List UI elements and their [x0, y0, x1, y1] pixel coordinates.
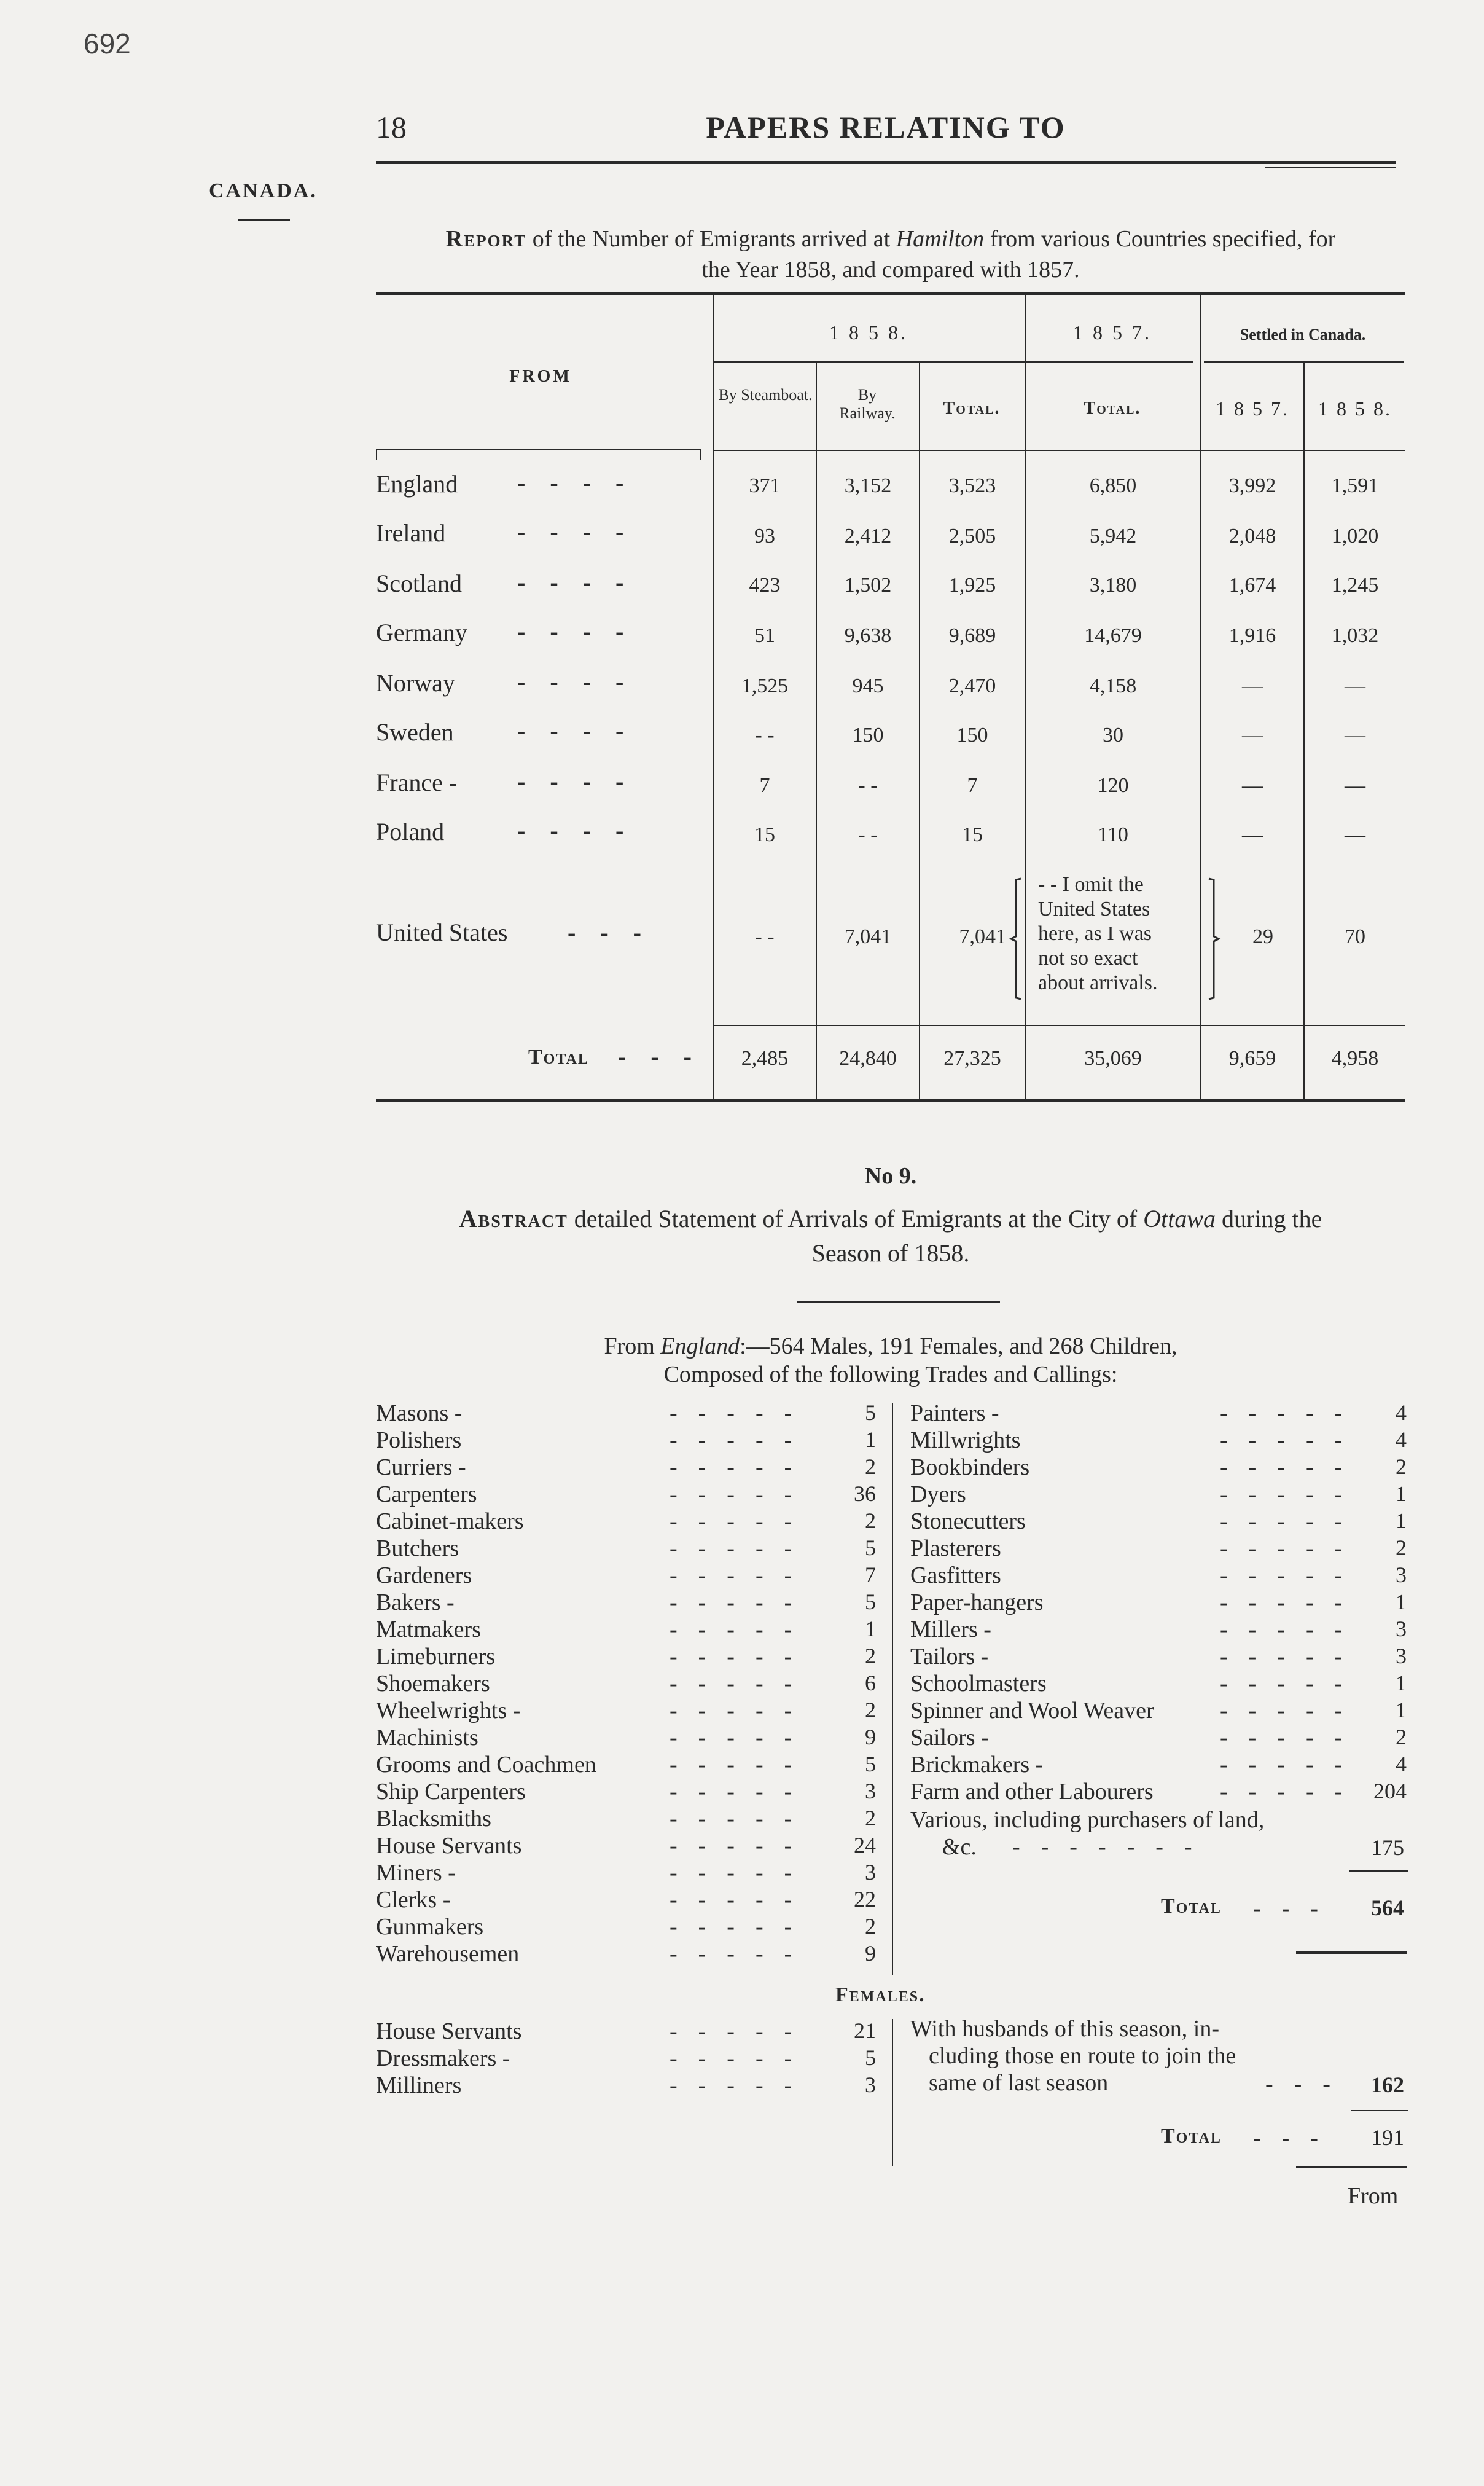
trade-count: 21 [854, 2018, 876, 2043]
cell-settled-1857: — [1242, 675, 1263, 697]
leader-dashes: ----- [670, 2045, 813, 2071]
trade-count: 1 [1396, 1671, 1407, 1695]
cell-total-1857: 30 [1103, 724, 1123, 747]
caption-text-2: from various Countries specified, for [990, 226, 1336, 252]
trade-name: Dyers [910, 1481, 966, 1507]
margin-note: CANADA. [209, 179, 318, 202]
males-total-rule [1349, 1870, 1408, 1872]
trade-count: 1 [1396, 1698, 1407, 1722]
cell-total: 2,470 [948, 675, 996, 697]
leader-dashes: ----- [1220, 1617, 1364, 1642]
leader-dashes: ----- [1220, 1779, 1364, 1805]
col-header-settled-1858: 1 8 5 8. [1318, 398, 1392, 420]
cell-settled-1858: — [1345, 774, 1365, 797]
us-note-line: United States [1038, 898, 1150, 920]
us-note-line: not so exact [1038, 947, 1138, 970]
cell-railway: 24,840 [839, 1047, 897, 1070]
row-country: Scotland [376, 570, 462, 597]
col-header-1858: 1 8 5 8. [829, 321, 908, 343]
trade-count: 1 [1396, 1481, 1407, 1506]
header-sub-rule [1204, 361, 1404, 363]
col-header-steamboat: By Steamboat. [718, 386, 813, 404]
trade-name: Grooms and Coachmen [376, 1752, 596, 1778]
trade-name: Gunmakers [376, 1914, 484, 1940]
trade-name: Painters - [910, 1400, 999, 1426]
trade-count: 2 [865, 1644, 876, 1668]
row-country: France - [376, 769, 458, 796]
female-note-count: 162 [1371, 2072, 1404, 2097]
cell-total-1857: 6,850 [1089, 474, 1137, 497]
cell-total: 3,523 [948, 474, 996, 497]
cell-steamboat: 371 [749, 474, 781, 497]
from-place: England [660, 1333, 740, 1359]
trade-name: Polishers [376, 1427, 462, 1453]
trade-name: Butchers [376, 1535, 459, 1561]
trade-count: 2 [865, 1914, 876, 1939]
leader-dashes: ----- [670, 1535, 813, 1561]
leader-dashes: ----- [1220, 1725, 1364, 1751]
trade-count: 2 [865, 1806, 876, 1830]
caption-place: Hamilton [896, 226, 985, 252]
females-heading: Females. [835, 1983, 926, 2006]
trade-count: 2 [1396, 1454, 1407, 1479]
trade-name: Spinner and Wool Weaver [910, 1698, 1154, 1723]
totals-rule [714, 1025, 1405, 1026]
trade-name: Wheelwrights - [376, 1698, 521, 1723]
various-line-2: &c. [942, 1834, 977, 1860]
cell-settled-1857: 29 [1252, 925, 1273, 948]
trade-name: Paper-hangers [910, 1590, 1044, 1615]
trade-count: 1 [865, 1427, 876, 1452]
trade-name: Machinists [376, 1725, 478, 1751]
leader-dashes: --- [1265, 2071, 1351, 2097]
cell-settled-1858: 70 [1345, 925, 1365, 948]
leader-dashes: ----- [1220, 1671, 1364, 1696]
from-brace-end [376, 449, 377, 460]
females-total-rule [1351, 2110, 1408, 2111]
header-rule [376, 161, 1396, 164]
cell-total-1857: 110 [1098, 823, 1128, 846]
us-note-line: - - I omit the [1038, 873, 1144, 896]
cell-settled-1857: — [1242, 823, 1263, 846]
leader-dashes: ----- [1220, 1590, 1364, 1615]
trade-name: Carpenters [376, 1481, 477, 1507]
trade-name: Millers - [910, 1617, 991, 1642]
trade-name: Bookbinders [910, 1454, 1030, 1480]
cell-settled-1858: — [1345, 823, 1365, 846]
cell-railway: - - [858, 774, 878, 797]
leader-dashes: ----- [670, 1644, 813, 1669]
trade-name: Brickmakers - [910, 1752, 1044, 1778]
males-total-label: Total [1161, 1895, 1222, 1918]
header-sub-rule [714, 361, 1193, 363]
various-count: 175 [1371, 1835, 1404, 1860]
various-line-1: Various, including purchasers of land, [910, 1807, 1265, 1833]
left-brace-icon [1009, 877, 1025, 1000]
leader-dashes: ----- [1220, 1400, 1364, 1426]
leader-dashes: ----- [670, 1806, 813, 1832]
cell-settled-1858: — [1345, 724, 1365, 747]
cell-total: 1,925 [948, 574, 996, 597]
caption-lead: Report [445, 226, 527, 252]
leader-dashes: ----- [1220, 1698, 1364, 1723]
trade-count: 4 [1396, 1752, 1407, 1776]
leader-dots: ---- [517, 469, 649, 496]
row-country: Poland [376, 818, 445, 845]
females-total: 191 [1371, 2125, 1404, 2150]
trade-name: Millwrights [910, 1427, 1021, 1453]
females-total-underline [1296, 2166, 1407, 2168]
cell-railway: 2,412 [844, 525, 892, 547]
leader-dots: ---- [517, 717, 649, 745]
folio: 18 [376, 110, 407, 144]
col-header-settled: Settled in Canada. [1240, 326, 1366, 343]
cell-total-1857: 3,180 [1089, 574, 1137, 597]
leader-dashes: ----- [670, 1671, 813, 1696]
trade-count: 1 [1396, 1590, 1407, 1614]
trade-count: 204 [1373, 1779, 1407, 1803]
trade-count: 5 [865, 1400, 876, 1425]
section-divider [797, 1301, 1000, 1303]
female-note-line: cluding those en route to join the [929, 2043, 1236, 2069]
trade-count: 3 [865, 2072, 876, 2097]
cell-railway: 9,638 [844, 624, 892, 647]
abstract-title-text-1: detailed Statement of Arrivals of Emigrants at the City of [574, 1205, 1138, 1233]
leader-dashes: ----- [670, 1427, 813, 1453]
trade-count: 2 [1396, 1535, 1407, 1560]
cell-steamboat: 15 [754, 823, 775, 846]
leader-dashes: ----- [670, 1400, 813, 1426]
header-bottom-rule [714, 450, 1405, 451]
leader-dots: --- [568, 919, 666, 946]
cell-settled-1857: 9,659 [1228, 1047, 1276, 1070]
females-total-label: Total [1161, 2125, 1222, 2147]
cell-steamboat: - - [755, 724, 775, 747]
leader-dashes: ----- [670, 1590, 813, 1615]
female-note-line: same of last season [929, 2070, 1109, 2096]
leader-dashes: ----- [670, 1454, 813, 1480]
leader-dashes: ----- [670, 1563, 813, 1588]
col-header-railway: By Railway. [839, 386, 896, 422]
cell-railway: 7,041 [844, 925, 892, 948]
from-rest: :—564 Males, 191 Females, and 268 Children, [740, 1333, 1177, 1359]
cell-railway: 1,502 [844, 574, 892, 597]
page-number: 692 [84, 28, 131, 60]
trade-count: 5 [865, 1752, 876, 1776]
leader-dashes: ----- [670, 1698, 813, 1723]
margin-note-rule [238, 219, 290, 221]
row-country: Sweden [376, 718, 454, 746]
trade-count: 7 [865, 1563, 876, 1587]
trade-name: Milliners [376, 2072, 462, 2098]
leader-dots: ---- [517, 518, 649, 546]
trade-count: 9 [865, 1725, 876, 1749]
trade-name: Gasfitters [910, 1563, 1001, 1588]
trade-name: Matmakers [376, 1617, 481, 1642]
trade-count: 3 [865, 1860, 876, 1884]
cell-settled-1858: 4,958 [1331, 1047, 1379, 1070]
trade-name: Blacksmiths [376, 1806, 491, 1832]
leader-dashes: ----- [670, 2072, 813, 2098]
trade-count: 5 [865, 1590, 876, 1614]
cell-steamboat: 2,485 [741, 1047, 789, 1070]
col-header-from: FROM [509, 367, 572, 386]
caption-text-1: of the Number of Emigrants arrived at [532, 226, 891, 252]
leader-dashes: ----- [670, 1481, 813, 1507]
from-brace [376, 449, 701, 450]
trades-divider [892, 1403, 893, 1975]
trade-name: Plasterers [910, 1535, 1001, 1561]
trade-count: 9 [865, 1941, 876, 1966]
males-total: 564 [1371, 1896, 1404, 1920]
row-country: England [376, 470, 458, 498]
row-country: Germany [376, 619, 467, 646]
trade-name: Clerks - [376, 1887, 451, 1913]
table-top-rule [376, 292, 1405, 295]
composed-line: Composed of the following Trades and Callings: [663, 1362, 1118, 1387]
trade-name: Ship Carpenters [376, 1779, 526, 1805]
cell-settled-1858: 1,032 [1331, 624, 1379, 647]
males-total-underline [1296, 1951, 1407, 1954]
cell-steamboat: 93 [754, 525, 775, 547]
cell-total-1857: 35,069 [1084, 1047, 1142, 1070]
row-country: Norway [376, 669, 455, 697]
trade-name: Dressmakers - [376, 2045, 510, 2071]
leader-dashes: ----- [1220, 1535, 1364, 1561]
catchword: From [1348, 2183, 1399, 2209]
row-country: United States [376, 919, 508, 946]
trade-count: 3 [865, 1779, 876, 1803]
cell-total: 2,505 [948, 525, 996, 547]
cell-settled-1857: 3,992 [1228, 474, 1276, 497]
leader-dashes: ------- [1012, 1834, 1213, 1860]
cell-total: 7,041 [959, 925, 1006, 948]
leader-dashes: ----- [1220, 1454, 1364, 1480]
trade-count: 6 [865, 1671, 876, 1695]
trade-count: 5 [865, 1535, 876, 1560]
females-divider [892, 2019, 893, 2166]
leader-dashes: ----- [1220, 1481, 1364, 1507]
trade-name: Miners - [376, 1860, 456, 1886]
caption-line-2: the Year 1858, and compared with 1857. [701, 257, 1080, 283]
cell-total: 9,689 [948, 624, 996, 647]
leader-dashes: ----- [670, 1508, 813, 1534]
cell-total: 150 [956, 724, 988, 747]
leader-dashes: ----- [670, 1617, 813, 1642]
trade-count: 24 [854, 1833, 876, 1857]
cell-total-1857: 4,158 [1089, 675, 1137, 697]
trade-name: Limeburners [376, 1644, 496, 1669]
leader-dashes: ----- [670, 1914, 813, 1940]
from-prefix: From [604, 1333, 655, 1359]
header-rule-thin [1265, 167, 1396, 168]
leader-dots: ---- [517, 618, 649, 645]
section-number: No 9. [864, 1163, 917, 1189]
trade-name: Shoemakers [376, 1671, 490, 1696]
totals-label: Total [528, 1046, 589, 1069]
trade-count: 5 [865, 2045, 876, 2070]
right-brace-icon [1205, 877, 1221, 1000]
abstract-title-lead: Abstract [459, 1205, 568, 1233]
table-bottom-rule [376, 1099, 1405, 1102]
trade-name: Masons - [376, 1400, 463, 1426]
col-header-1857: 1 8 5 7. [1073, 321, 1152, 343]
trade-name: House Servants [376, 1833, 522, 1859]
cell-total: 27,325 [943, 1047, 1001, 1070]
trade-count: 3 [1396, 1617, 1407, 1641]
trade-count: 4 [1396, 1400, 1407, 1425]
col-header-total: Total. [943, 399, 1001, 418]
trade-count: 1 [1396, 1508, 1407, 1533]
from-brace-end [700, 449, 701, 460]
us-note [1038, 872, 1198, 995]
leader-dashes: ----- [670, 1779, 813, 1805]
trade-count: 1 [865, 1617, 876, 1641]
leader-dashes: ----- [670, 1860, 813, 1886]
cell-settled-1858: 1,020 [1331, 525, 1379, 547]
leader-dots: ---- [517, 817, 649, 844]
from-line [375, 1332, 1407, 1389]
leader-dashes: ----- [1220, 1644, 1364, 1669]
cell-settled-1857: — [1242, 774, 1263, 797]
leader-dashes: ----- [670, 1887, 813, 1913]
cell-total-1857: 14,679 [1084, 624, 1142, 647]
cell-steamboat: 51 [754, 624, 775, 647]
cell-total-1857: 120 [1097, 774, 1129, 797]
trade-count: 2 [1396, 1725, 1407, 1749]
cell-settled-1857: 1,674 [1228, 574, 1276, 597]
cell-settled-1858: 1,591 [1331, 474, 1379, 497]
leader-dashes: ----- [1220, 1427, 1364, 1453]
leader-dots: ---- [517, 767, 649, 795]
cell-steamboat: 423 [749, 574, 781, 597]
cell-total-1857: 5,942 [1089, 525, 1137, 547]
col-header-settled-1857: 1 8 5 7. [1216, 398, 1289, 420]
report-caption [375, 224, 1407, 285]
leader-dashes: ----- [670, 1725, 813, 1751]
row-country: Ireland [376, 519, 446, 547]
running-title: PAPERS RELATING TO [706, 110, 1066, 144]
cell-settled-1858: 1,245 [1331, 574, 1379, 597]
cell-settled-1857: 2,048 [1228, 525, 1276, 547]
trade-name: Farm and other Labourers [910, 1779, 1154, 1805]
trade-name: Sailors - [910, 1725, 989, 1751]
abstract-title-place: Ottawa [1143, 1205, 1216, 1233]
trade-count: 2 [865, 1454, 876, 1479]
cell-steamboat: 1,525 [741, 675, 789, 697]
trade-count: 3 [1396, 1644, 1407, 1668]
trade-name: House Servants [376, 2018, 522, 2044]
trade-count: 4 [1396, 1427, 1407, 1452]
trade-count: 36 [854, 1481, 876, 1506]
cell-railway: 945 [852, 675, 884, 697]
leader-dots: ---- [517, 668, 649, 696]
cell-settled-1857: 1,916 [1228, 624, 1276, 647]
trade-count: 3 [1396, 1563, 1407, 1587]
cell-railway: - - [858, 823, 878, 846]
trade-name: Cabinet-makers [376, 1508, 524, 1534]
cell-total: 7 [967, 774, 978, 797]
us-note-line: here, as I was [1038, 922, 1152, 945]
cell-railway: 3,152 [844, 474, 892, 497]
cell-steamboat: - - [755, 925, 775, 948]
leader-dashes: ----- [670, 1941, 813, 1967]
leader-dashes: --- [1253, 1896, 1339, 1921]
leader-dashes: ----- [670, 2018, 813, 2044]
trade-name: Tailors - [910, 1644, 989, 1669]
trade-name: Schoolmasters [910, 1671, 1047, 1696]
leader-dashes: --- [1253, 2125, 1339, 2151]
leader-dashes: ----- [670, 1752, 813, 1778]
leader-dashes: ----- [670, 1833, 813, 1859]
trade-count: 22 [854, 1887, 876, 1912]
trade-count: 2 [865, 1508, 876, 1533]
cell-railway: 150 [852, 724, 884, 747]
trade-count: 2 [865, 1698, 876, 1722]
leader-dashes: ----- [1220, 1563, 1364, 1588]
leader-dots: --- [618, 1043, 716, 1070]
col-header-total-1857: Total. [1084, 399, 1141, 418]
trade-name: Gardeners [376, 1563, 472, 1588]
trade-name: Warehousemen [376, 1941, 520, 1967]
leader-dashes: ----- [1220, 1508, 1364, 1534]
trade-name: Curriers - [376, 1454, 466, 1480]
trade-name: Bakers - [376, 1590, 455, 1615]
cell-steamboat: 7 [759, 774, 770, 797]
leader-dots: ---- [517, 568, 649, 596]
trade-name: Stonecutters [910, 1508, 1026, 1534]
abstract-title [375, 1202, 1407, 1271]
cell-settled-1858: — [1345, 675, 1365, 697]
cell-total: 15 [962, 823, 983, 846]
leader-dashes: ----- [1220, 1752, 1364, 1778]
us-note-line: about arrivals. [1038, 971, 1158, 994]
abstract-title-line-2: Season of 1858. [811, 1239, 970, 1267]
female-note-line: With husbands of this season, in- [910, 2016, 1219, 2042]
abstract-title-text-2: during the [1222, 1205, 1322, 1233]
cell-settled-1857: — [1242, 724, 1263, 747]
